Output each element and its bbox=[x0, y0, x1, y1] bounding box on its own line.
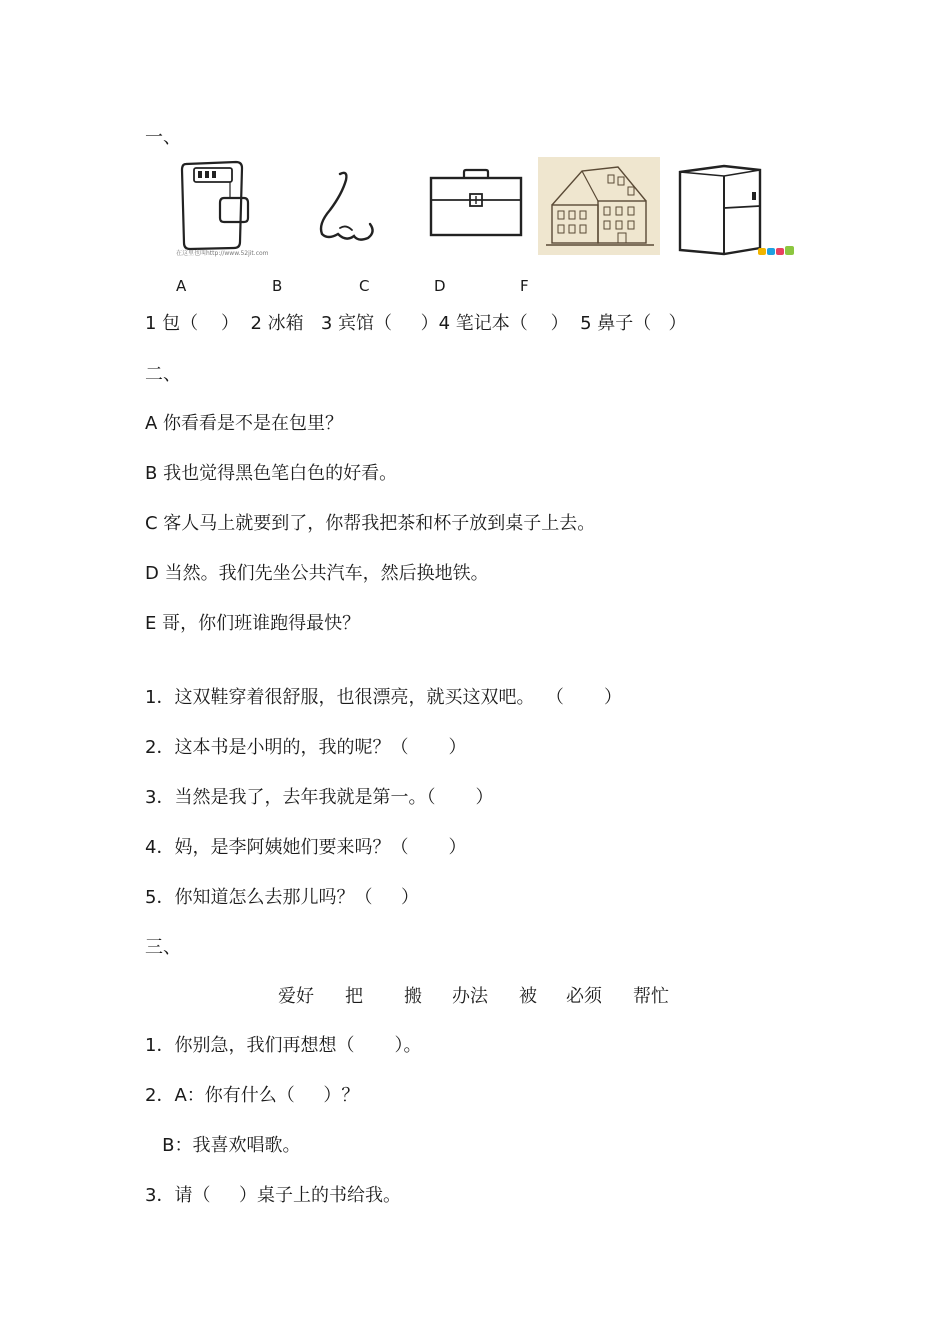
section2-question-5: 5．你知道怎么去那儿吗？（ ） bbox=[145, 887, 420, 908]
word-bank-item: 爱好 bbox=[278, 986, 314, 1007]
word-bank-item: 把 bbox=[345, 986, 363, 1007]
section3-heading: 三、 bbox=[145, 937, 181, 958]
option-a: A 你看看是不是在包里？ bbox=[145, 413, 344, 434]
section3-question-1: 1．你别急，我们再想想（ ）。 bbox=[145, 1035, 422, 1056]
word-bank-item: 办法 bbox=[452, 986, 488, 1007]
refrigerator-icon bbox=[674, 162, 768, 256]
section1-question-line: 1 包（ ） 2 冰箱 3 宾馆（ ）4 笔记本（ ） 5 鼻子（ ） bbox=[145, 313, 687, 334]
section2-question-1: 1．这双鞋穿着很舒服，也很漂亮，就买这双吧。 （ ） bbox=[145, 687, 622, 708]
word-bank-item: 帮忙 bbox=[633, 986, 669, 1007]
word-bank-item: 必须 bbox=[566, 986, 602, 1007]
section2-question-2: 2．这本书是小明的，我的呢？（ ） bbox=[145, 737, 467, 758]
nose-icon bbox=[310, 170, 384, 244]
option-c: C 客人马上就要到了，你帮我把茶和杯子放到桌子上去。 bbox=[145, 513, 596, 534]
section3-question-2b: B：我喜欢唱歌。 bbox=[145, 1135, 301, 1156]
picture-label-c: C bbox=[359, 277, 370, 295]
option-d: D 当然。我们先坐公共汽车，然后换地铁。 bbox=[145, 563, 489, 584]
wallet-icon bbox=[172, 158, 252, 256]
hotel-building-icon bbox=[538, 157, 660, 255]
section2-question-3: 3．当然是我了，去年我就是第一。（ ） bbox=[145, 787, 494, 808]
section2-question-4: 4．妈，是李阿姨她们要来吗？（ ） bbox=[145, 837, 467, 858]
picture-label-f: F bbox=[520, 277, 529, 295]
section2-heading: 二、 bbox=[145, 364, 181, 385]
wallet-watermark: 在这里也叫http://www.52jit.com bbox=[176, 250, 269, 257]
word-bank-item: 搬 bbox=[404, 986, 422, 1007]
section3-question-3: 3．请（ ）桌子上的书给我。 bbox=[145, 1185, 402, 1206]
option-b: B 我也觉得黑色笔白色的好看。 bbox=[145, 463, 398, 484]
logo-icon bbox=[758, 242, 794, 254]
section1-heading: 一、 bbox=[145, 127, 181, 148]
section3-question-2a: 2．A：你有什么（ ）？ bbox=[145, 1085, 360, 1106]
option-e: E 哥，你们班谁跑得最快？ bbox=[145, 613, 361, 634]
picture-label-a: A bbox=[176, 277, 187, 295]
picture-label-b: B bbox=[272, 277, 283, 295]
word-bank-item: 被 bbox=[519, 986, 537, 1007]
briefcase-icon bbox=[428, 168, 524, 238]
picture-label-d: D bbox=[434, 277, 446, 295]
